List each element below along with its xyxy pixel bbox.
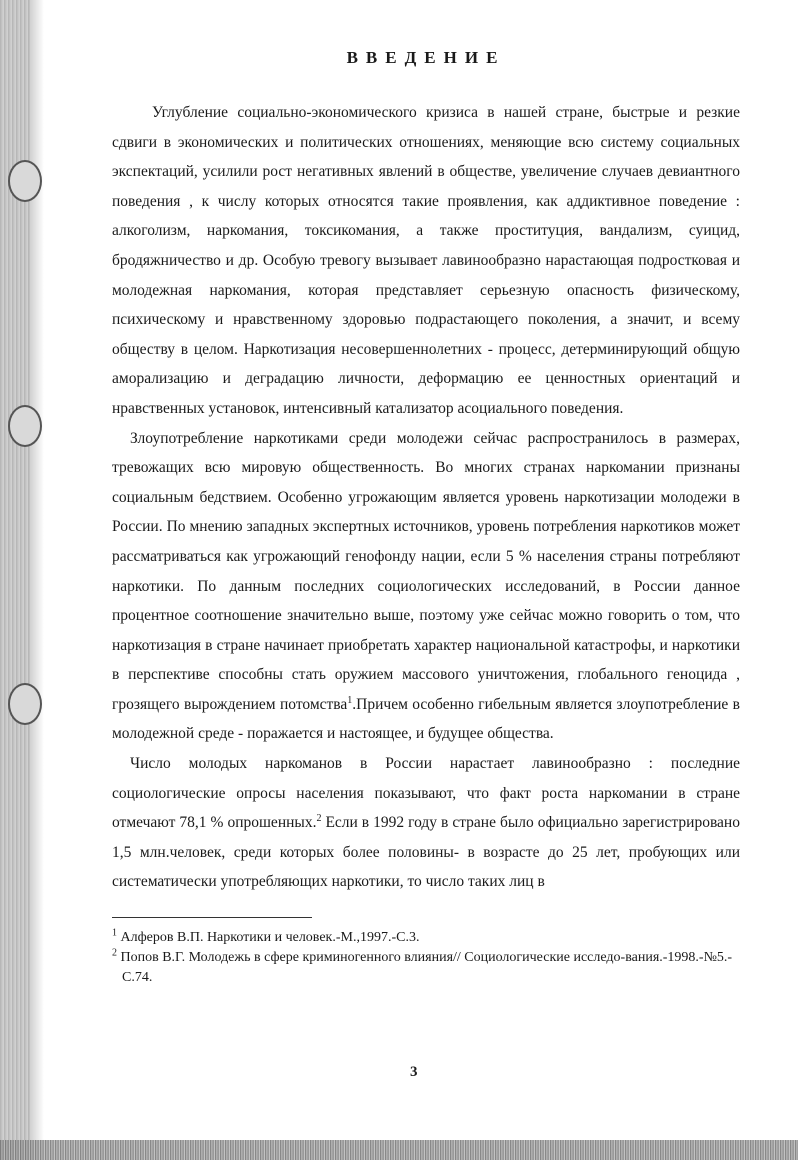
paragraph-text: .Причем особенно гибельным является злоупотребление в молодежной среде - поражается и настоящее, и будущее общества. — [112, 695, 740, 743]
footnote-reference[interactable]: 1 — [347, 694, 353, 706]
punch-hole — [8, 405, 42, 447]
page-number: 3 — [410, 1064, 418, 1080]
footnote — [112, 948, 740, 988]
paragraph-drug-abuse — [112, 424, 740, 750]
punch-hole — [8, 683, 42, 725]
footnote — [112, 928, 740, 948]
page-title: ВВЕДЕНИЕ — [346, 48, 506, 67]
footnote-text: Алферов В.П. Наркотики и человек.-М.,1997.-С.3. — [120, 930, 420, 946]
paragraph-text: Число молодых наркоманов в России нарастает лавинообразно : последние социологические опросы населения показывают, что факт роста наркомании в стране отмечают 78,1 % опрошенных. — [112, 755, 740, 832]
paragraph-intro: Углубление социально-экономического кризиса в нашей стране, быстрые и резкие сдвиги в экономических и политических отношениях, меняющие всю систему социальных экспектаций, усилили рост негативных явлений в обществе, увеличение случаев девиантного поведения , к числу которых относятся такие проявления, как аддиктивное поведение : алкоголизм, наркомания, токсикомания, а также проституция, вандализм, суицид, бродяжничество и др. Особую тревогу вызывает лавинообразно нарастающая подростковая и молодежная наркомания, которая представляет серьезную опасность физическому, психическому и нравственному здоровью подрастающего поколения, а значит, и всему обществу в целом. Наркотизация несовершеннолетних - процесс, детерминирующий общую аморализацию и деградацию личности, деформацию ее ценностных ориентаций и нравственных установок, интенсивный катализатор асоциального поведения. — [112, 104, 740, 417]
footnote-mark: 2 — [112, 947, 117, 959]
paragraph-text: Злоупотребление наркотиками среди молодежи сейчас распространилось в размерах, тревожащих всю мировую общественность. Во многих странах наркомании признаны социальным бедствием. Особенно угрожающим является уровень наркотизации молодежи в России. По мнению западных экспертных источников, уровень потребления наркотиков может рассматриваться как угрожающий генофонду нации, если 5 % населения страны потребляют наркотики. По данным последних социологических исследований, в России данное процентное соотношение значительно выше, поэтому уже сейчас можно говорить о том, что наркотизация в стране начинает приобретать характер национальной катастрофы, и наркотики в перспективе способны стать оружием массового уничтожения, глобального геноцида , грозящего вырождением потомства — [112, 429, 740, 713]
paragraph-text: Если в 1992 году в стране было официально зарегистрировано 1,5 млн.человек, среди которых более половины- в возрасте до 25 лет, пробующих или систематически употребляющих наркотики, то число таких лиц в — [112, 814, 740, 891]
footnote-text: Попов В.Г. Молодежь в сфере криминогенного влияния// Социологические исследо-вания.-1998.-№5.-С.74. — [120, 950, 733, 986]
footnote-mark: 1 — [112, 927, 117, 939]
document-page — [112, 40, 740, 988]
punch-hole — [8, 160, 42, 202]
footnote-reference[interactable]: 2 — [316, 813, 322, 825]
paragraph-statistics — [112, 749, 740, 897]
scan-edge-bottom — [0, 1140, 798, 1160]
footnote-divider — [112, 917, 312, 918]
